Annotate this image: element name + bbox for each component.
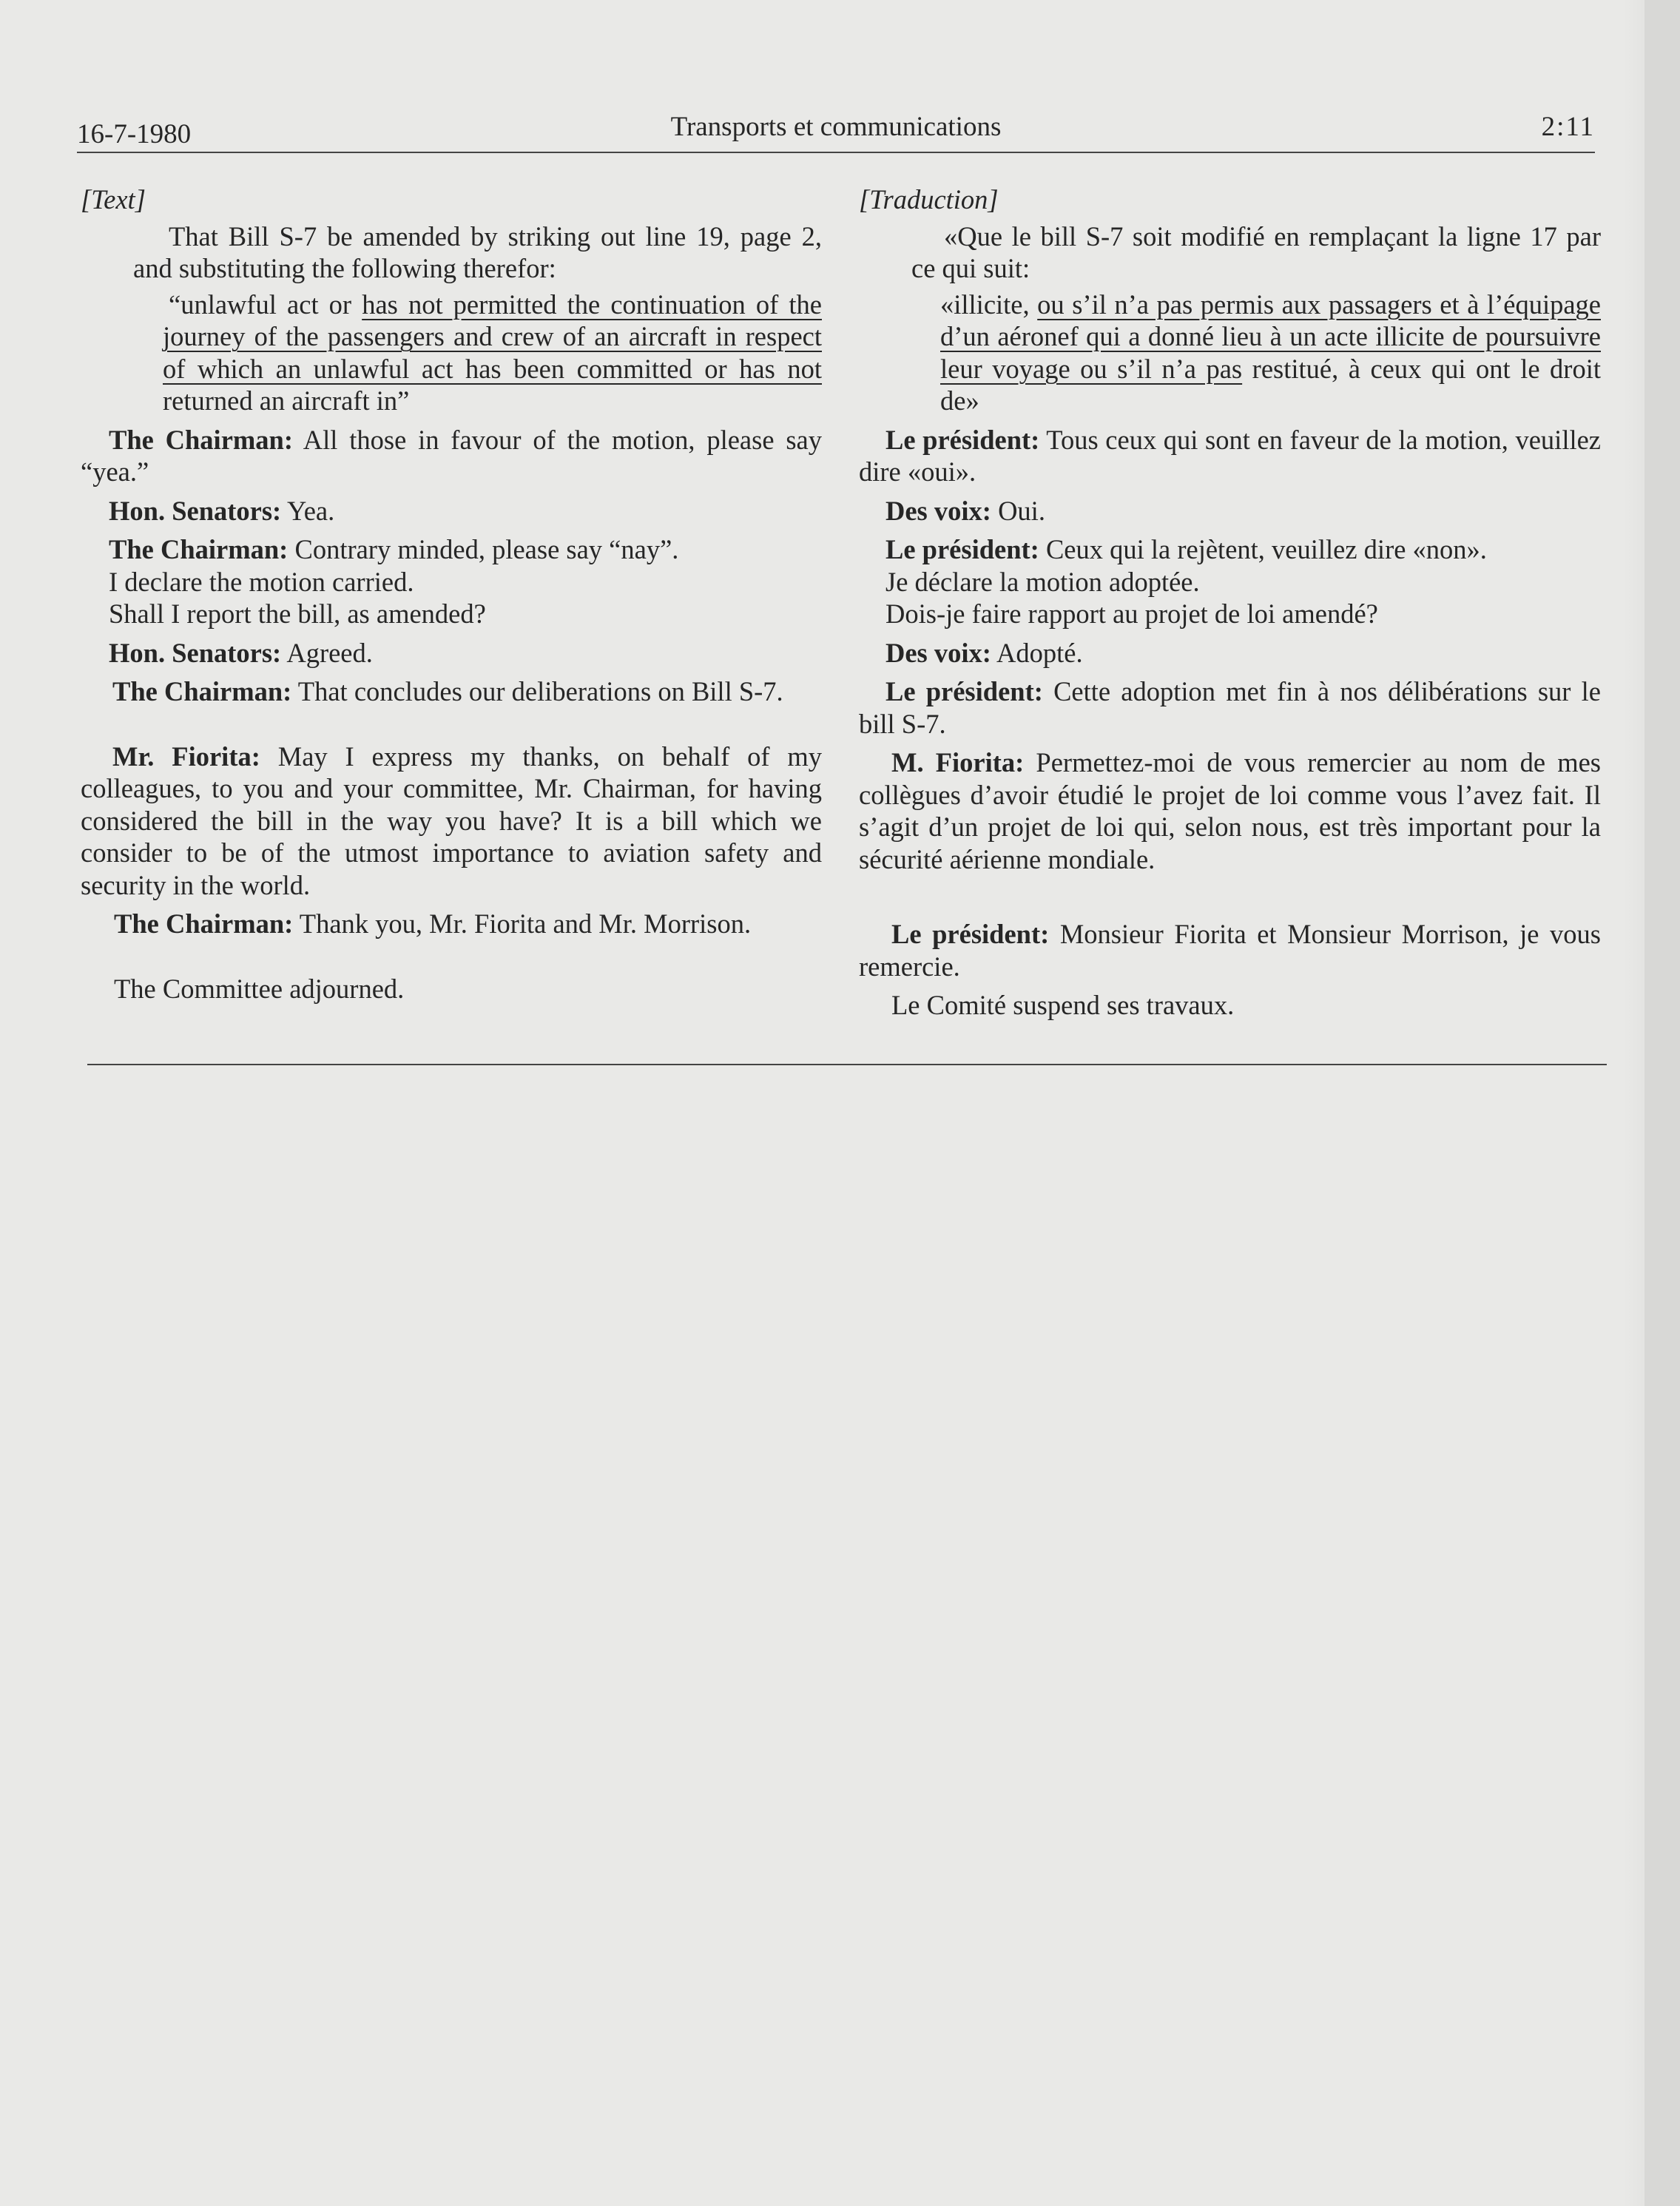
speech-5: Shall I report the bill, as amended? xyxy=(109,598,486,629)
french-column xyxy=(859,183,1601,1022)
speech-fr-6: Des voix: Adopté. xyxy=(885,637,1083,668)
speech-fr-3: Le président: Ceux qui la rejètent, veuillez dire «non». xyxy=(885,534,1487,564)
speaker-label: Le président: xyxy=(891,919,1050,949)
speech-fr-9: Le président: Monsieur Fiorita et Monsieur Morrison, je vous remercie. xyxy=(859,919,1602,982)
amendment-underlined: has not permitted the continuation of the journey of the passengers and crew of an aircraft in respect of which an unlawful act has been committed or has not xyxy=(163,289,822,384)
speaker-label: Hon. Senators: xyxy=(109,495,282,526)
header-title: Transports et communications xyxy=(670,112,1002,142)
speech-2: Hon. Senators: Yea. xyxy=(109,495,335,526)
amendment-underlined-fr: ou s’il n’a pas permis aux passagers et à l’équipage d’un aéronef qui a donné lieu à un acte illicite de poursuivre leur voyage ou s’il n’a pas xyxy=(940,289,1601,384)
speech-fr-5: Dois-je faire rapport au projet de loi amendé? xyxy=(885,598,1378,629)
english-column xyxy=(81,183,822,1005)
speaker-label: Des voix: xyxy=(885,637,991,668)
speaker-label: The Chairman: xyxy=(109,424,294,455)
speech-fr-10: Le Comité suspend ses travaux. xyxy=(891,990,1235,1020)
running-header xyxy=(77,111,1595,152)
text-marker: [Text] xyxy=(81,184,146,215)
page-shadow xyxy=(1622,0,1644,2206)
speech-fr-8: M. Fiorita: Permettez-moi de vous remercier au nom de mes collègues d’avoir étudié le projet de loi comme vous l’avez fait. Il s’agit d’un projet de loi qui, selon nous, est très important pour la sécurité aérienne mondiale. xyxy=(859,747,1601,874)
speech-6: Hon. Senators: Agreed. xyxy=(109,637,373,668)
header-rule xyxy=(77,152,1595,153)
speaker-label: Le président: xyxy=(885,424,1040,455)
page-edge xyxy=(1644,0,1680,2206)
speech-fr-4: Je déclare la motion adoptée. xyxy=(885,566,1200,597)
speech-1: The Chairman: All those in favour of the motion, please say “yea.” xyxy=(81,424,822,487)
motion-intro-fr: «Que le bill S-7 soit modifié en remplaçant la ligne 17 par ce qui suit: xyxy=(911,220,1601,283)
speaker-label: The Chairman: xyxy=(109,534,289,564)
speaker-label: Le président: xyxy=(885,534,1039,564)
speech-8: Mr. Fiorita: May I express my thanks, on behalf of my colleagues, to you and your committee, Mr. Chairman, for having considered the bill in the way you have? It is a bill which we consider to be of the utmost importance to aviation safety and security in the world. xyxy=(81,741,823,900)
traduction-marker: [Traduction] xyxy=(859,184,999,215)
motion-intro: That Bill S-7 be amended by striking out line 19, page 2, and substituting the following therefor: xyxy=(133,220,822,283)
speaker-label: The Chairman: xyxy=(114,908,294,939)
speech-fr-2: Des voix: Oui. xyxy=(885,495,1045,526)
bottom-rule xyxy=(87,1064,1607,1065)
header-page-number: 2:11 xyxy=(1541,112,1595,142)
amendment-text: “unlawful act or has not permitted the continuation of the journey of the passengers and crew of an aircraft in respect of which an unlawful act has been committed or has not returned an aircraft in” xyxy=(163,289,822,416)
speaker-label: The Chairman: xyxy=(112,676,292,706)
speech-fr-7: Le président: Cette adoption met fin à nos délibérations sur le bill S-7. xyxy=(859,676,1601,739)
speech-4: I declare the motion carried. xyxy=(109,566,414,597)
speaker-label: Des voix: xyxy=(885,495,991,526)
header-date: 16-7-1980 xyxy=(77,119,192,149)
speaker-label: Le président: xyxy=(885,676,1043,706)
speech-fr-1: Le président: Tous ceux qui sont en faveur de la motion, veuillez dire «oui». xyxy=(859,424,1602,487)
speaker-label: M. Fiorita: xyxy=(891,747,1025,778)
speaker-label: Mr. Fiorita: xyxy=(112,741,260,772)
amendment-text-fr: «illicite, ou s’il n’a pas permis aux passagers et à l’équipage d’un aéronef qui a donné lieu à un acte illicite de poursuivre leur voyage ou s’il n’a pas restitué, à ceux qui ont le droit de» xyxy=(940,289,1601,416)
speech-7: The Chairman: That concludes our deliberations on Bill S-7. xyxy=(112,676,783,706)
speech-10: The Committee adjourned. xyxy=(114,973,405,1004)
speaker-label: Hon. Senators: xyxy=(109,637,282,668)
speech-9: The Chairman: Thank you, Mr. Fiorita and Mr. Morrison. xyxy=(114,908,752,939)
speech-3: The Chairman: Contrary minded, please say “nay”. xyxy=(109,534,679,564)
